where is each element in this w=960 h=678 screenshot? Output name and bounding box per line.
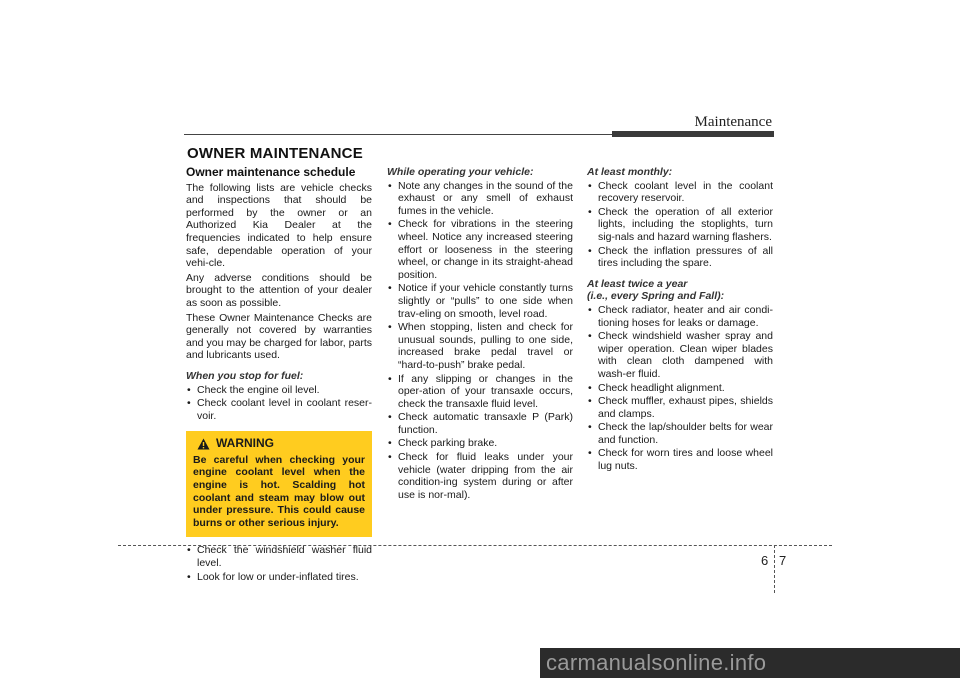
adverse-paragraph: Any adverse conditions should be brought to the attention of your dealer as soon as possible.	[186, 271, 372, 309]
schedule-heading: Owner maintenance schedule	[186, 165, 356, 179]
twice-yearly-heading	[587, 278, 773, 303]
list-item: • Check the engine oil level.	[186, 384, 372, 397]
list-item: • Look for low or under-inflated tires.	[186, 571, 372, 584]
list-item: • Check coolant level in the coolant recovery reservoir.	[587, 180, 773, 205]
list-item: • Check windshield washer spray and wiper operation. Clean wiper blades with clean cloth dampened with wash-er fluid.	[587, 330, 773, 380]
monthly-list	[587, 180, 773, 270]
twice-yearly-heading-line-2: (i.e., every Spring and Fall):	[587, 290, 725, 303]
list-item: • Check for worn tires and loose wheel lug nuts.	[587, 447, 773, 472]
list-item: • Check the windshield washer fluid level.	[186, 544, 372, 569]
warning-title: WARNING	[216, 436, 274, 451]
intro-paragraph: The following lists are vehicle checks and inspections that should be performed by the owner or an Authorized Kia Dealer at the frequencies indicated to help ensure safe, dependable operation of your vehi-cle.	[186, 181, 372, 270]
warranty-paragraph: These Owner Maintenance Checks are generally not covered by warranties and you may be charged for labor, parts and lubricants used.	[186, 311, 372, 362]
warning-text: Be careful when checking your engine coolant level when the engine is hot. Scalding hot coolant and steam may blow out under pressure. This could cause burns or other serious injury.	[193, 453, 365, 529]
list-item: • Notice if your vehicle constantly turns slightly or “pulls” to one side when trav-eling on smooth, level road.	[387, 282, 573, 320]
list-item: • Check the lap/shoulder belts for wear and function.	[587, 421, 773, 446]
footer-divider	[118, 545, 832, 546]
fuel-list-continued	[186, 544, 372, 583]
operating-heading: While operating your vehicle:	[387, 166, 534, 178]
column-1	[186, 166, 372, 584]
list-item: • Check headlight alignment.	[587, 382, 773, 395]
twice-yearly-heading-line-1: At least twice a year	[587, 277, 688, 290]
list-item: • Check parking brake.	[387, 437, 573, 450]
list-item: • Check coolant level in coolant reser-voir.	[186, 397, 372, 422]
chapter-title: Maintenance	[694, 114, 772, 130]
section-title: OWNER MAINTENANCE	[187, 145, 363, 162]
fuel-list	[186, 384, 372, 423]
list-item: • If any slipping or changes in the oper-ation of your transaxle occurs, check the transaxle fluid level.	[387, 373, 573, 411]
list-item: • Check for vibrations in the steering wheel. Notice any increased steering effort or looseness in the steering wheel, or change in its straight-ahead position.	[387, 218, 573, 281]
twice-yearly-list	[587, 304, 773, 473]
fuel-heading: When you stop for fuel:	[186, 369, 304, 382]
chapter-number: 6	[761, 553, 769, 568]
list-item: • Note any changes in the sound of the exhaust or any smell of exhaust fumes in the vehicle.	[387, 180, 573, 218]
warning-box	[186, 431, 372, 537]
column-3	[587, 166, 773, 474]
watermark: carmanualsonline.info	[540, 648, 960, 678]
monthly-heading: At least monthly:	[587, 166, 673, 178]
page-number-divider	[774, 545, 775, 593]
list-item: • Check radiator, heater and air condi-tioning hoses for leaks or damage.	[587, 304, 773, 329]
list-item: • Check the inflation pressures of all tires including the spare.	[587, 245, 773, 270]
list-item: • Check automatic transaxle P (Park) function.	[387, 411, 573, 436]
list-item: • Check muffler, exhaust pipes, shields and clamps.	[587, 395, 773, 420]
column-2	[387, 166, 573, 502]
header-rule-accent	[612, 131, 774, 137]
list-item: • Check the operation of all exterior lights, including the stoplights, turn sig-nals and hazard warning flashers.	[587, 206, 773, 244]
operating-list	[387, 180, 573, 502]
list-item: • Check for fluid leaks under your vehicle (water dripping from the air condition-ing system during or after use is nor-mal).	[387, 451, 573, 501]
list-item: • When stopping, listen and check for unusual sounds, pulling to one side, increased brake pedal travel or “hard-to-push” brake pedal.	[387, 321, 573, 371]
page-number: 7	[779, 553, 787, 568]
warning-triangle-icon	[197, 438, 210, 450]
